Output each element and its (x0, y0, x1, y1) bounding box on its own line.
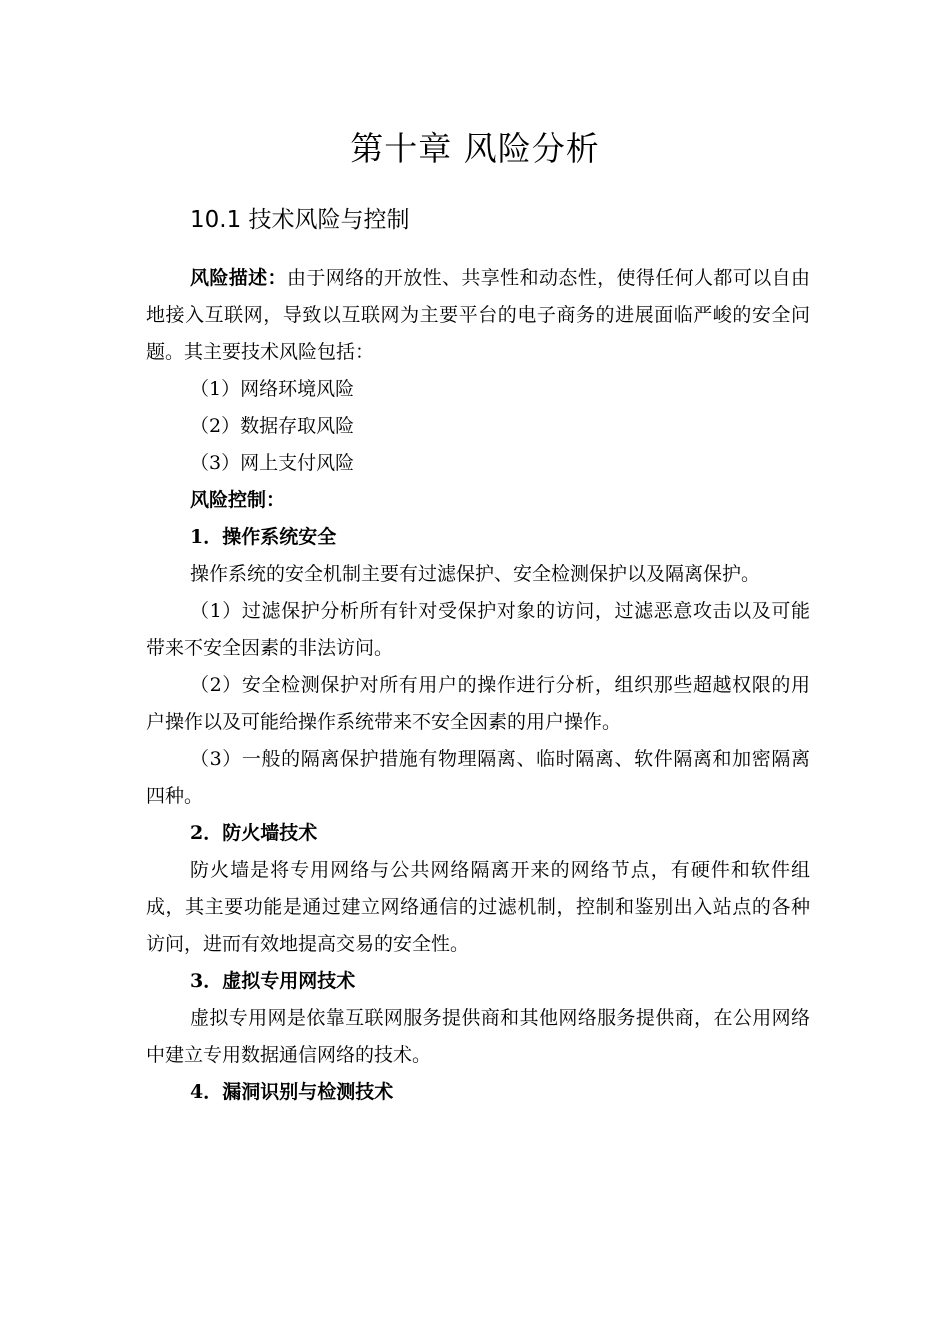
os-security-paragraph: （2）安全检测保护对所有用户的操作进行分析，组织那些超越权限的用户操作以及可能给操作系统带来不安全因素的用户操作。 (146, 674, 810, 733)
chapter-title: 第十章 风险分析 (350, 129, 600, 168)
risk-description-text: 由于网络的开放性、共享性和动态性，使得任何人都可以自由地接入互联网，导致以互联网为主要平台的电子商务的进展面临严峻的安全问题。其主要技术风险包括： (146, 267, 810, 363)
risk-description-paragraph (146, 260, 810, 371)
vpn-paragraph: 虚拟专用网是依靠互联网服务提供商和其他网络服务提供商，在公用网络中建立专用数据通信网络的技术。 (146, 1007, 810, 1066)
control-heading-firewall: 2．防火墙技术 (190, 822, 318, 844)
risk-item: （1）网络环境风险 (190, 378, 355, 400)
risk-item: （3）网上支付风险 (190, 452, 355, 474)
os-security-paragraph: 操作系统的安全机制主要有过滤保护、安全检测保护以及隔离保护。 (190, 563, 761, 585)
control-heading-os-security: 1．操作系统安全 (190, 526, 337, 548)
document-body (146, 260, 810, 1111)
os-security-paragraph: （3）一般的隔离保护措施有物理隔离、临时隔离、软件隔离和加密隔离四种。 (146, 748, 810, 807)
section-title: 10.1 技术风险与控制 (190, 207, 410, 233)
control-heading-vpn: 3．虚拟专用网技术 (190, 970, 356, 992)
os-security-paragraph: （1）过滤保护分析所有针对受保护对象的访问，过滤恶意攻击以及可能带来不安全因素的非法访问。 (146, 600, 810, 659)
risk-description-label: 风险描述： (190, 267, 287, 289)
risk-item: （2）数据存取风险 (190, 415, 355, 437)
firewall-paragraph: 防火墙是将专用网络与公共网络隔离开来的网络节点，有硬件和软件组成，其主要功能是通过建立网络通信的过滤机制，控制和鉴别出入站点的各种访问，进而有效地提高交易的安全性。 (146, 859, 810, 955)
control-heading-vulnerability-detection: 4．漏洞识别与检测技术 (190, 1081, 394, 1103)
risk-control-label: 风险控制： (190, 489, 286, 511)
